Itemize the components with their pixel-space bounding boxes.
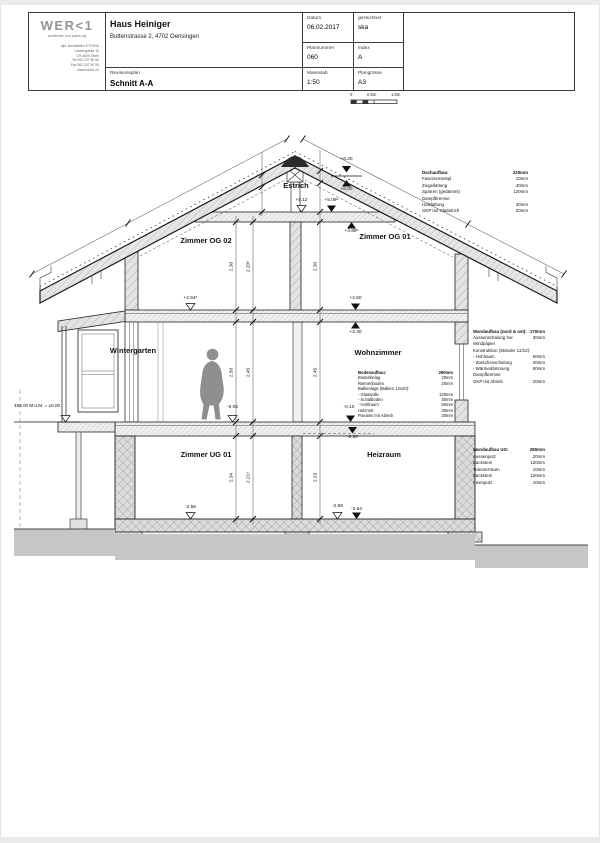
project-title: Haus Heiniger <box>110 19 171 29</box>
werk1-logo: WER<1 <box>40 18 94 33</box>
elev-eg-floor-raw: -0.10 <box>343 405 355 410</box>
dim-og-c: 2.30 <box>313 261 318 271</box>
dim-eg-a: 2.50 <box>229 367 234 377</box>
elev-estrich-raw: +5.09⁵ <box>324 198 339 203</box>
field-plannummer: Plannummer 060 <box>303 42 354 67</box>
dim-ug-c: 2.23 <box>313 472 318 483</box>
dim-ug-a: 2.34 <box>229 472 234 483</box>
room-label-heizraum: Heizraum <box>367 450 401 459</box>
spec-row: Balkenlage (Balken 12x20): <box>358 386 410 392</box>
dim-ug-b: 2.21⁵ <box>246 471 251 484</box>
spec-bodenaufbau: Bodenaufbau: 290mm Bodenbelag 20mm Riemenboden 20mm Balkenlage (Balken 12x20): - Glaswolle 120mm - Schalboden 30mm - Hohlraum 50mm Holzrost 30mm Pavatex mit Abrieb 20mm <box>358 370 453 419</box>
spec-row: Backstein 120mm <box>473 473 545 479</box>
spec-row: GKP mit Abrieb 20mm <box>473 378 545 384</box>
spec-row: - Schalboden 30mm <box>358 397 453 403</box>
dim-og-a: 2.30 <box>229 261 234 271</box>
room-label-og02: Zimmer OG 02 <box>180 236 232 245</box>
room-label-ug01: Zimmer UG 01 <box>180 450 232 459</box>
spec-row: Ziegellattung 40mm <box>422 182 528 188</box>
spec-row: Dampfbremse <box>473 372 501 378</box>
spec-row: Dampfbremse <box>422 195 450 201</box>
room-label-estrich: Estrich <box>283 181 309 190</box>
architect-address: dipl. Architekten ETH/SIA Leberngasse 15 CH-4600 Olten Tel 062 207 50 50 Fax 062 207 50 59 www.werk1.ch <box>60 44 99 72</box>
dim-og-b: 2.20⁵ <box>246 260 251 272</box>
spec-row: - Wärmedämmung 50mm <box>473 366 545 372</box>
scale-bar: 0 0.5m 1.0m <box>350 92 410 108</box>
spec-row: - Glaswolle 120mm <box>358 391 453 397</box>
field-massstab: Massstab 1:50 <box>303 67 354 90</box>
spec-row: Holzrost 30mm <box>358 407 453 413</box>
elev-og-floor-fin: +2.60 <box>349 296 362 301</box>
spec-row: Aussenschalung hor. 30mm <box>473 335 545 341</box>
elev-eg-floor-fin: -0.05 <box>227 405 238 410</box>
ridge-cap <box>281 156 309 167</box>
spec-row: - Zwischenschalung 20mm <box>473 360 545 366</box>
spec-row: Toleranzraum 10mm <box>473 466 545 472</box>
spec-row: Faserzementpl. 10mm <box>422 176 528 182</box>
spec-row: Bodenbelag 20mm <box>358 375 453 381</box>
spec-row: - Hohlraum 50mm <box>358 402 453 408</box>
field-datum: Datum 06.02.2017 <box>303 13 354 42</box>
spec-row: Windpapier <box>473 341 496 347</box>
spec-row: Backstein 120mm <box>473 460 545 466</box>
og-floor <box>58 310 468 332</box>
spec-row: Innenputz 10mm <box>473 479 545 485</box>
elev-heiz-floor-fin: -2.59 <box>332 504 343 509</box>
ug-walls <box>70 432 482 542</box>
room-label-wintergarten: Wintergarten <box>109 346 157 355</box>
revision-label: Revisionsplan <box>110 71 140 76</box>
spec-row: Aussenputz 20mm <box>473 453 545 459</box>
field-plangroesse: Plangrösse A3 <box>354 67 404 90</box>
elev-estrich-fin: +5.12 <box>295 198 308 203</box>
spec-wandaufbau-ug: Wandaufbau UG: 280mm Aussenputz 20mm Backstein 120mm Toleranzraum 10mm Backstein 120mm Innenputz 10mm <box>473 447 545 485</box>
project-address: Buttenstrasse 2, 4702 Oensingen <box>110 34 200 40</box>
spec-row: Pavatex mit Abrieb 20mm <box>358 413 453 419</box>
elev-heiz-floor-raw: -2.64 <box>351 507 362 512</box>
spec-row: Konstruktion (Ständer 12/12): <box>473 347 531 353</box>
eg-floor <box>58 422 475 436</box>
spec-row: Sparren (gedämmt) 120mm <box>422 189 528 195</box>
spec-row: GKP mit Glattstrich 20mm <box>422 208 528 214</box>
elev-og-floor-raw: +2.40 <box>349 330 362 335</box>
logo-tagline: architekten und planer ag <box>47 34 87 38</box>
elev-heiz-ceiling: -0.30 <box>347 435 358 440</box>
room-label-og01: Zimmer OG 01 <box>359 232 411 241</box>
spec-row: Holzlattung 30mm <box>422 202 528 208</box>
elev-og02-floor: +2.64⁵ <box>183 296 198 301</box>
plan-title: Schnitt A-A <box>110 79 154 88</box>
spec-dachaufbau: Dachaufbau: 220mm Faserzementpl. 10mm Ziegellattung 40mm Sparren (gedämmt) 120mm Dampfbremse Holzlattung 30mm GKP mit Glattstrich 20mm <box>422 170 528 214</box>
spec-row: Riemenboden 20mm <box>358 380 453 386</box>
dim-eg-b: 2.45 <box>246 367 251 377</box>
field-gezeichnet: gezeichnet ska <box>354 13 404 42</box>
dim-eg-c: 2.45 <box>313 367 318 377</box>
elev-ridge: +6.00 <box>340 187 353 192</box>
datum-note: 489.00 M.ü.M. = ±0.00 <box>14 403 61 408</box>
field-index: Index A <box>354 42 404 67</box>
terrain <box>14 529 588 568</box>
elev-ridge-top: +6.20 <box>340 157 353 162</box>
room-label-wohnzimmer: Wohnzimmer <box>354 348 402 357</box>
elev-ug-floor: -2.56 <box>185 505 196 510</box>
spec-wandaufbau-nord-ost: Wandaufbau (nord & ost): 170mm Aussenschalung hor. 30mm Windpapier Konstruktion (Ständer 12/12): - Hohlraum 50mm - Zwischenschalung 20mm - Wärmedämmung 50mm Dampfbremse GKP mit Abrieb 20mm <box>473 329 545 384</box>
spec-row: - Hohlraum 50mm <box>473 353 545 359</box>
elev-og-ceiling: +4.89⁵ <box>344 229 359 234</box>
